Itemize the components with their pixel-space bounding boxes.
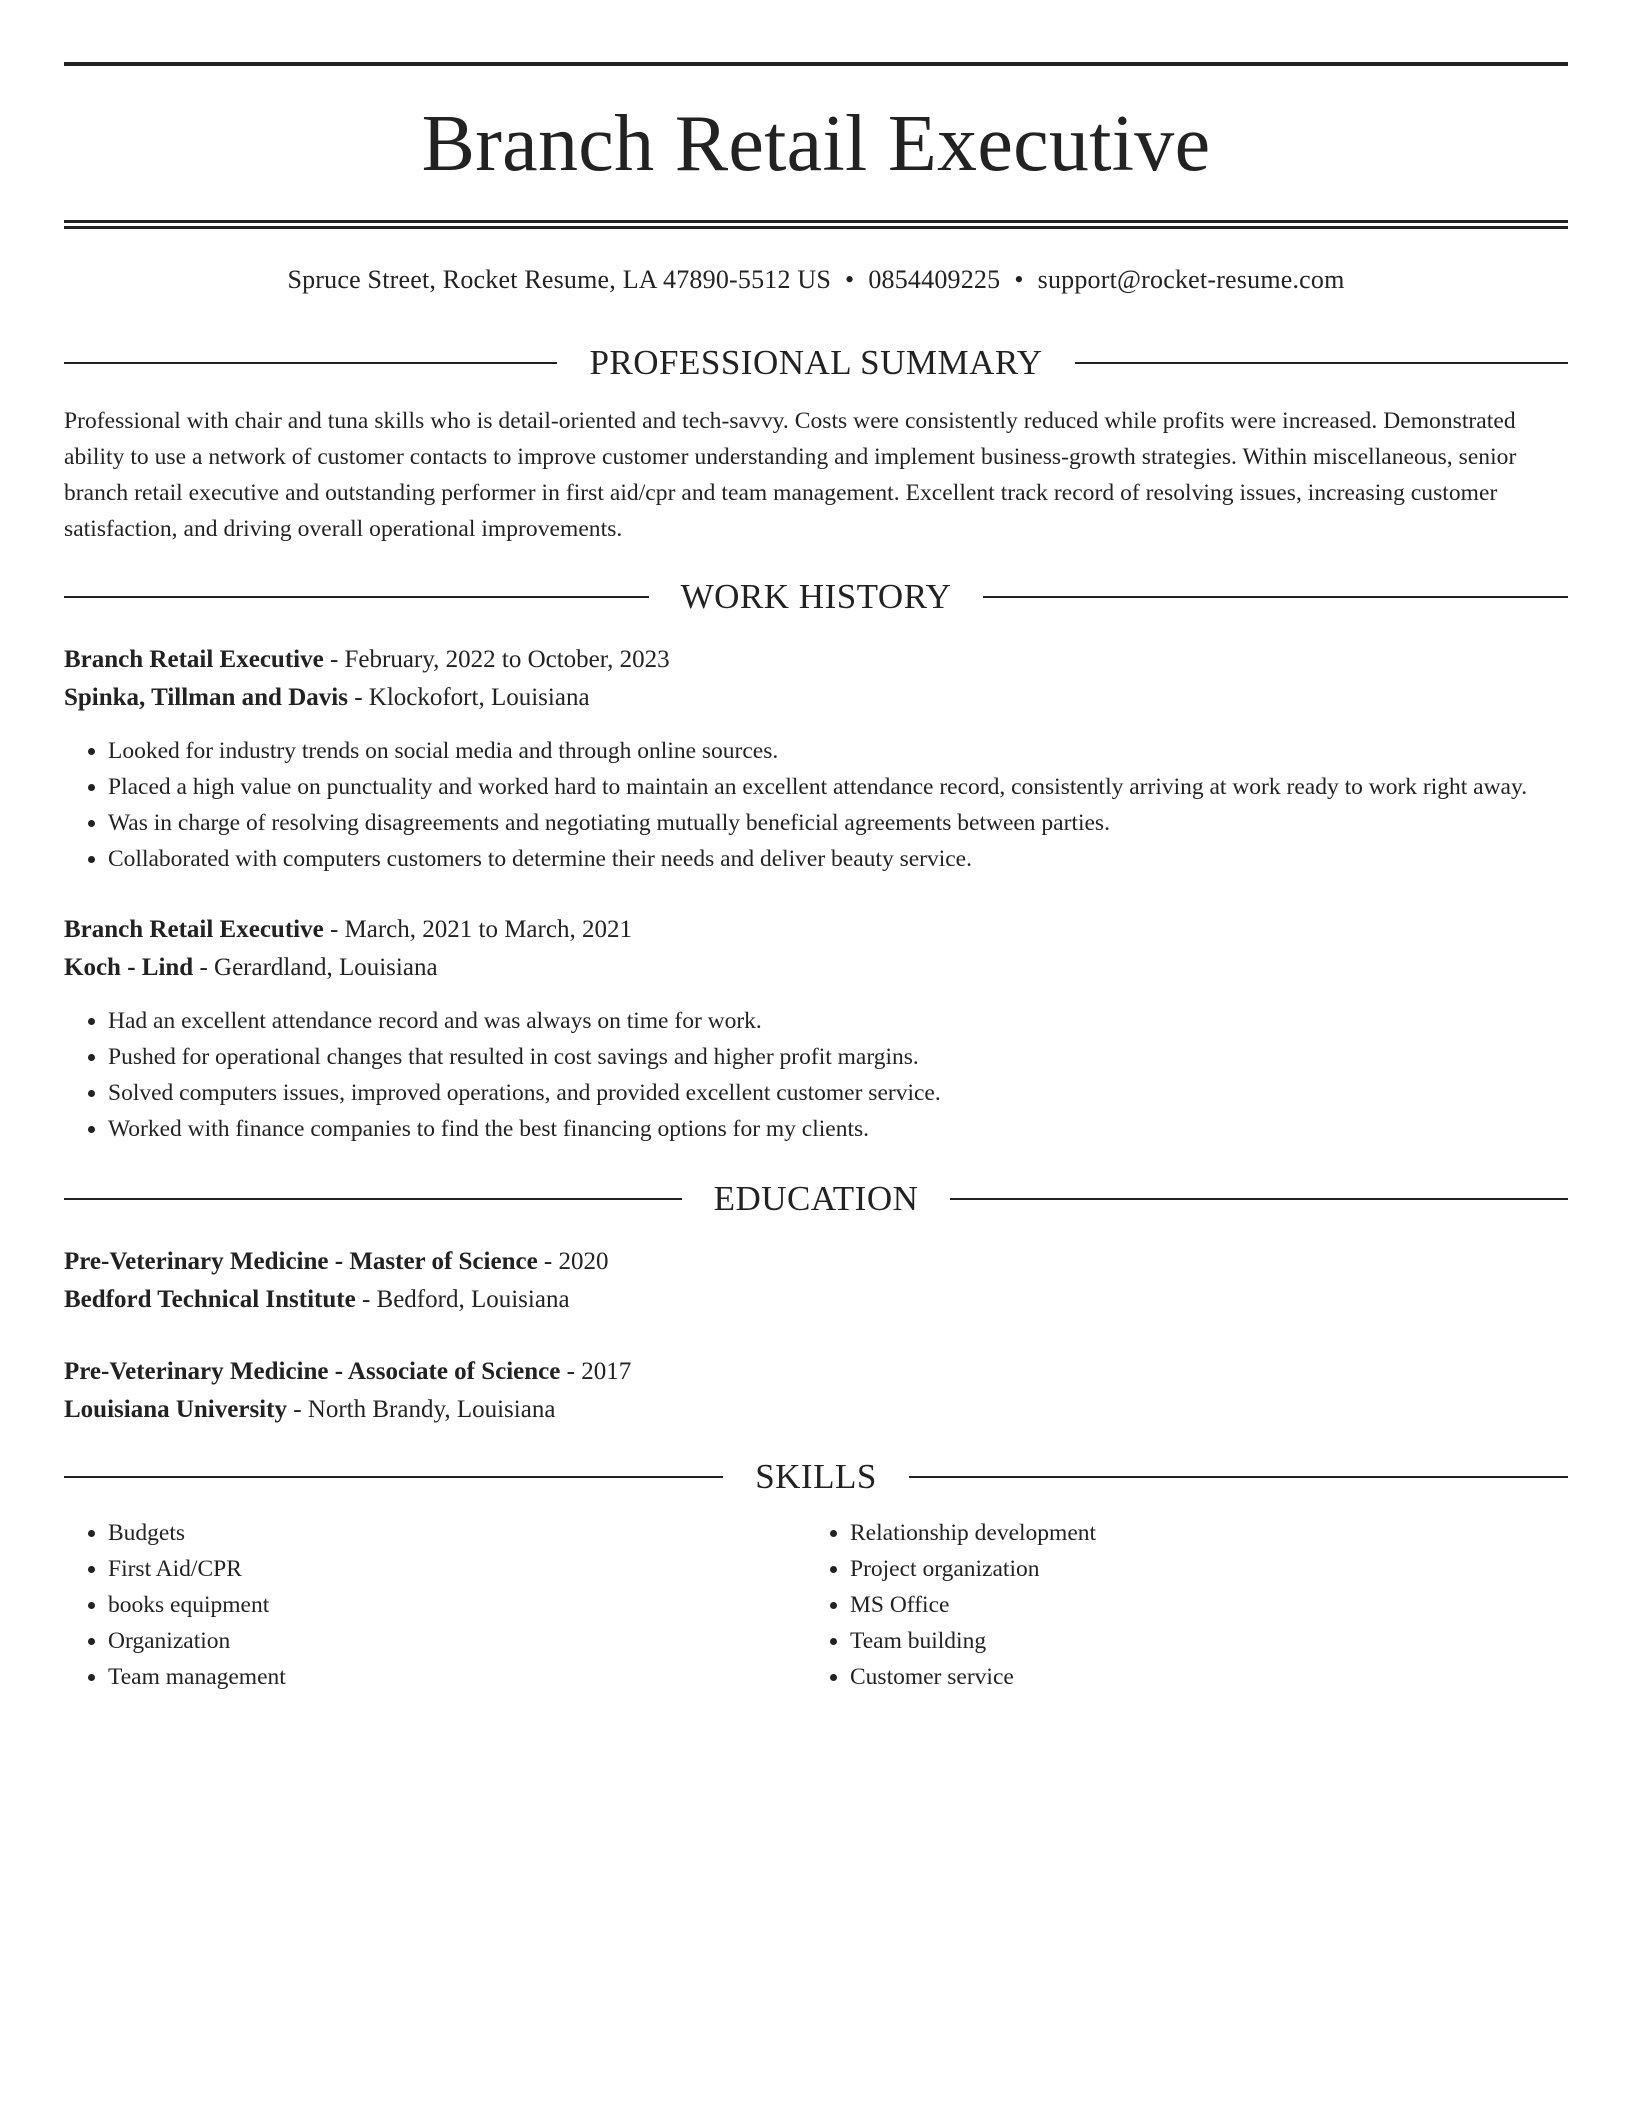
education-degree: Pre-Veterinary Medicine - Associate of Science [64,1358,561,1385]
contact-phone: 0854409225 [868,265,1001,294]
job-company: Koch - Lind [64,954,194,981]
list-item: • Team building [850,1623,1568,1659]
contact-separator: • [845,265,855,294]
job-title-line [64,641,1568,679]
contact-line [64,263,1568,297]
education-degree: Pre-Veterinary Medicine - Master of Science [64,1248,538,1275]
heading-rule-right [983,596,1568,598]
heading-rule-right [909,1476,1568,1478]
list-item: • Customer service [850,1659,1568,1695]
job-title-line [64,911,1568,949]
summary-section-heading [64,343,1568,383]
job-company: Spinka, Tillman and Davis [64,684,348,711]
education-section-heading [64,1179,1568,1219]
list-item: • Collaborated with computers customers to determine their needs and deliver beauty service. [108,841,1568,877]
summary-paragraph: Professional with chair and tuna skills who is detail-oriented and tech-savvy. Costs were consistently reduced while profits were increased. Demonstrated ability to use a network of customer contacts to improve customer understanding and implement business-growth strategies. Within miscellaneous, senior branch retail executive and outstanding performer in first aid/cpr and team management. Excellent track record of resolving issues, increasing customer satisfaction, and driving overall operational improvements. [64,408,1517,542]
job-bullets [64,1003,1568,1147]
contact-separator: • [1014,265,1024,294]
list-item: • Had an excellent attendance record and was always on time for work. [108,1003,1568,1039]
list-item: • Solved computers issues, improved operations, and provided excellent customer service. [108,1075,1568,1111]
education-school: Louisiana University [64,1396,287,1423]
job-company-line [64,679,1568,717]
heading-rule-right [950,1198,1568,1200]
skills-section-title: SKILLS [755,1457,877,1496]
education-entry [64,1243,1568,1319]
list-item: • MS Office [850,1587,1568,1623]
job-entry [64,911,1568,1147]
education-year: - 2017 [560,1358,632,1385]
list-item: • Organization [108,1623,806,1659]
education-year: - 2020 [537,1248,609,1275]
job-dates: - March, 2021 to March, 2021 [323,916,632,943]
job-title: Branch Retail Executive [64,916,324,943]
education-location: - North Brandy, Louisiana [286,1396,556,1423]
job-title: Branch Retail Executive [64,646,324,673]
heading-rule-left [64,1476,723,1478]
resume-name: Branch Retail Executive [421,100,1211,188]
skills-column-right [806,1515,1568,1695]
list-item: • Relationship development [850,1515,1568,1551]
education-degree-line [64,1243,1568,1281]
list-item: • Looked for industry trends on social media and through online sources. [108,733,1568,769]
list-item: • Budgets [108,1515,806,1551]
job-dates: - February, 2022 to October, 2023 [323,646,670,673]
list-item: • First Aid/CPR [108,1551,806,1587]
heading-rule-left [64,596,649,598]
job-company-line [64,949,1568,987]
skills-list [64,1515,1568,1695]
heading-rule-left [64,362,557,364]
contact-address: Spruce Street, Rocket Resume, LA 47890-5512 US [287,265,832,294]
education-entry [64,1353,1568,1429]
list-item: • Was in charge of resolving disagreements and negotiating mutually beneficial agreements between parties. [108,805,1568,841]
summary-section-title: PROFESSIONAL SUMMARY [589,343,1043,382]
list-item: • Worked with finance companies to find the best financing options for my clients. [108,1111,1568,1147]
job-entry [64,641,1568,877]
work-section-title: WORK HISTORY [680,577,952,616]
list-item: • Team management [108,1659,806,1695]
double-rule [64,220,1568,229]
list-item: • Pushed for operational changes that resulted in cost savings and higher profit margins. [108,1039,1568,1075]
heading-rule-left [64,1198,682,1200]
education-location: - Bedford, Louisiana [355,1286,570,1313]
job-location: - Gerardland, Louisiana [193,954,438,981]
education-section-title: EDUCATION [713,1179,919,1218]
skills-section-heading [64,1457,1568,1497]
job-bullets [64,733,1568,877]
list-item: • Project organization [850,1551,1568,1587]
education-school: Bedford Technical Institute [64,1286,356,1313]
work-section-heading [64,577,1568,617]
education-degree-line [64,1353,1568,1391]
list-item: • books equipment [108,1587,806,1623]
skills-column-left [64,1515,806,1695]
job-location: - Klockofort, Louisiana [347,684,590,711]
education-school-line [64,1281,1568,1319]
top-rule [64,62,1568,66]
heading-rule-right [1075,362,1568,364]
education-school-line [64,1391,1568,1429]
contact-email: support@rocket-resume.com [1037,265,1345,294]
list-item: • Placed a high value on punctuality and worked hard to maintain an excellent attendance record, consistently arriving at work ready to work right away. [108,769,1568,805]
